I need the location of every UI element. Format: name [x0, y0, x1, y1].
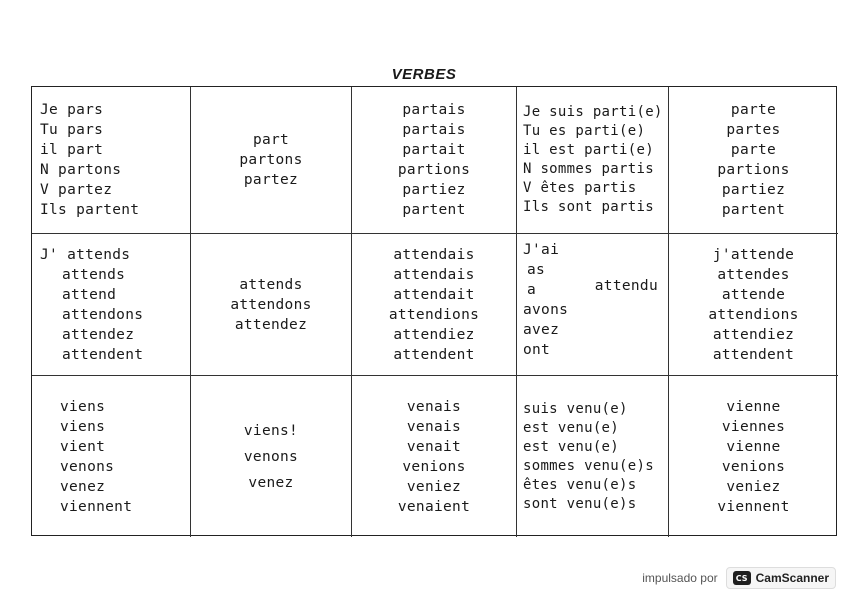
conjugation-line: viens!: [243, 422, 299, 439]
cell-attendre-imperfect: [352, 234, 517, 376]
cell-attendre-present: [32, 234, 191, 376]
conjugation-line: attendiez: [393, 326, 475, 343]
cell-venir-imperative: [191, 376, 352, 537]
conjugation-line: attendiez: [712, 326, 795, 343]
page-title: VERBES: [391, 66, 457, 83]
conjugation-line: viens: [60, 418, 106, 435]
cell-attendre-imperative: [191, 234, 352, 376]
conjugation-line: partait: [402, 142, 466, 158]
conjugation-line: attendent: [393, 346, 475, 363]
conjugation-line: a: [527, 282, 537, 298]
conjugation-line: viens: [60, 398, 106, 415]
conjugation-line: Je pars: [40, 102, 104, 118]
conjugation-line: viennent: [717, 498, 790, 515]
conjugation-line: venons: [243, 448, 299, 465]
conjugation-line: attendais: [393, 246, 475, 263]
conjugation-line: avez: [523, 322, 560, 338]
conjugation-line: sont venu(e)s: [523, 495, 637, 512]
conjugation-line: J' attends: [40, 246, 131, 263]
conjugation-line: vienne: [726, 438, 781, 455]
conjugation-line: venons: [60, 458, 115, 475]
conjugation-line: est venu(e): [523, 419, 620, 436]
conjugation-line: avons: [523, 302, 569, 318]
camscanner-logo-icon: CS: [733, 571, 751, 585]
conjugation-line: suis venu(e): [523, 400, 628, 417]
conjugation-line: attende: [721, 286, 786, 303]
conjugation-line: partais: [402, 122, 466, 138]
conjugation-line: attendions: [708, 306, 799, 323]
conjugation-line: parte: [730, 142, 777, 158]
conjugation-line: partent: [402, 202, 466, 218]
powered-by-label: impulsado por: [642, 571, 718, 585]
conjugation-line: venais: [406, 418, 462, 435]
conjugation-line: attendons: [62, 306, 144, 323]
conjugation-line: attendez: [62, 326, 135, 343]
conjugation-line: V partez: [40, 182, 113, 198]
conjugation-line: ont: [523, 342, 551, 358]
cell-attendre-subjunctive: [669, 234, 838, 376]
conjugation-line: attends: [239, 276, 303, 293]
conjugation-line: J'ai: [523, 242, 560, 258]
conjugation-line: veniez: [406, 478, 462, 495]
conjugation-line: attendent: [62, 346, 144, 363]
conjugation-line: j'attende: [712, 246, 795, 263]
conjugation-line: vienne: [726, 398, 781, 415]
conjugation-line: veniez: [726, 478, 781, 495]
conjugation-line: partes: [726, 122, 781, 138]
conjugation-line: viennes: [721, 418, 786, 435]
conjugation-line: attendons: [230, 296, 312, 313]
conjugation-line: as: [527, 262, 546, 278]
conjugation-line: partiez: [402, 182, 466, 198]
conjugation-line: attendions: [388, 306, 480, 323]
conjugation-line: sommes venu(e)s: [523, 457, 654, 474]
conjugation-line: partent: [721, 202, 786, 218]
past-participle-attendu: attendu: [594, 278, 658, 294]
conjugation-line: partions: [717, 162, 790, 178]
conjugation-line: attendais: [393, 266, 475, 283]
conjugation-line: viennent: [60, 498, 133, 515]
conjugation-line: venez: [60, 478, 106, 495]
conjugation-line: est venu(e): [523, 438, 620, 455]
conjugation-line: venez: [248, 474, 294, 491]
conjugation-line: partions: [397, 162, 471, 178]
conjugation-line: attendait: [393, 286, 475, 303]
cell-venir-passe-compose: [517, 376, 669, 537]
cell-partir-imperfect: [352, 87, 517, 234]
conjugation-line: attendez: [234, 316, 308, 333]
conjugation-line: venions: [402, 458, 466, 475]
cell-venir-subjunctive: [669, 376, 838, 537]
cell-venir-imperfect: [352, 376, 517, 537]
conjugation-line: attend: [62, 286, 117, 303]
conjugation-line: attends: [62, 266, 126, 283]
conjugation-line: vient: [60, 438, 106, 455]
conjugation-line: Ils partent: [40, 202, 140, 218]
conjugation-line: partais: [402, 102, 466, 118]
conjugation-line: partons: [239, 152, 303, 168]
cell-partir-imperative: [191, 87, 352, 234]
cell-partir-present: [32, 87, 191, 234]
cell-partir-passe-compose: [517, 87, 669, 234]
conjugation-line: N partons: [40, 162, 122, 178]
camscanner-badge: [726, 567, 836, 589]
conjugation-line: part: [252, 132, 290, 148]
conjugation-line: venions: [721, 458, 786, 475]
conjugation-line: venais: [406, 398, 462, 415]
conjugation-line: il part: [40, 142, 104, 158]
cell-venir-present: [32, 376, 191, 537]
conjugation-line: êtes venu(e)s: [523, 476, 637, 493]
camscanner-brand-name: CamScanner: [755, 571, 829, 585]
cell-partir-subjunctive: [669, 87, 838, 234]
conjugation-line: Tu es parti(e): [523, 123, 646, 139]
conjugation-line: il est parti(e): [523, 142, 654, 158]
conjugation-line: attendent: [712, 346, 795, 363]
conjugation-line: attendes: [717, 266, 790, 283]
conjugation-line: V êtes partis: [523, 180, 637, 196]
conjugation-line: Ils sont partis: [523, 199, 654, 215]
scanner-footer: [642, 565, 836, 591]
conjugation-line: venaient: [397, 498, 471, 515]
conjugation-line: N sommes partis: [523, 161, 654, 177]
cell-attendre-passe-compose: [517, 234, 669, 376]
conjugation-line: partiez: [721, 182, 786, 198]
conjugation-line: Tu pars: [40, 122, 104, 138]
conjugation-line: parte: [730, 102, 777, 118]
conjugation-line: venait: [406, 438, 462, 455]
conjugation-line: Je suis parti(e): [523, 104, 663, 120]
conjugation-line: partez: [243, 172, 299, 188]
verb-table: [31, 86, 837, 536]
